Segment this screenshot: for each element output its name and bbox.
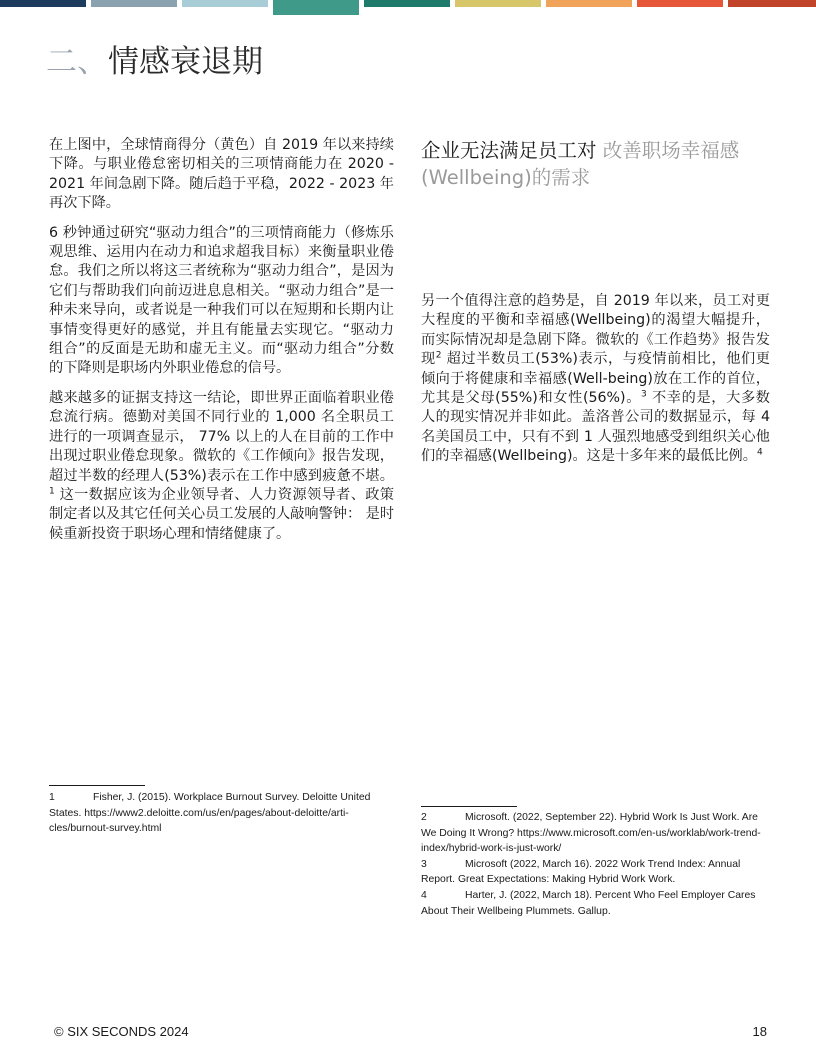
- color-bar-segment: [182, 0, 268, 7]
- subheading-tail: (Wellbeing)的需求: [421, 166, 591, 189]
- paragraph-text: 不幸的是，大多数人的现实情况并非如此。盖洛普公司的数据显示，每 4 名美国员工中，只有不到 1 人强烈地感受到组织关心他们的幸福感(Wellbeing)。这是十多年来的最低比例。: [421, 390, 770, 465]
- paragraph: 6 秒钟通过研究“驱动力组合”的三项情商能力（修炼乐观思维、运用内在动力和追求超我目标）来衡量职业倦怠。我们之所以将这三者统称为“驱动力组合”，是因为它们与帮助我们向前迈进息息相关。“驱动力组合”是一种未来导向，或者说是一种我们可以在短期和长期内让事情变得更好的感觉，并且有能量去实现它。“驱动力组合”的反面是无助和虚无主义。而“驱动力组合”分数的下降则是职场内外职业倦怠的信号。: [49, 224, 394, 377]
- paragraph-text: 越来越多的证据支持这一结论，即世界正面临着职业倦怠流行病。德勤对美国不同行业的 1,000 名全职员工进行的一项调查显示， 77% 以上的人在目前的工作中出现过职业倦怠现象。微软的《工作倾向》报告发现，超过半数的经理人(53%)表示在工作中感到疲惫不堪。: [49, 389, 394, 484]
- paragraph: [49, 389, 394, 544]
- page-number: 18: [752, 1024, 767, 1039]
- subheading: [421, 137, 781, 191]
- footnote-number: 1: [49, 792, 55, 803]
- footnote-number: 4: [421, 889, 427, 901]
- paragraph: [421, 292, 770, 467]
- color-bar-segment: [364, 0, 450, 7]
- footnote: [49, 790, 394, 837]
- footnote-text: Harter, J. (2022, March 18). Percent Who Feel Employer Cares About Their Wellbeing Plummets. Gallup.: [421, 889, 756, 917]
- footnote: [421, 857, 770, 888]
- footnotes-left: [49, 790, 394, 837]
- footnote: [421, 888, 770, 919]
- footnote-ref: 3: [641, 389, 647, 400]
- footnote-ref: 4: [756, 447, 763, 458]
- color-bar-segment: [91, 0, 177, 7]
- section-heading: [46, 42, 263, 82]
- footnote-number: 3: [421, 858, 427, 870]
- color-bar-segment: [637, 0, 723, 7]
- footnotes-right: [421, 810, 770, 919]
- subheading-dark: 企业无法满足员工对: [421, 139, 597, 162]
- paragraph: 在上图中，全球情商得分（黄色）自 2019 年以来持续下降。与职业倦怠密切相关的三项情商能力在 2020 - 2021 年间急剧下降。随后趋于平稳，2022 - 2023 年再次下降。: [49, 137, 394, 212]
- footnote-text: Fisher, J. (2015). Workplace Burnout Survey. Deloitte United States. https://www2.deloitte.com/us/en/pages/about-deloitte/arti-cles/burnout-survey.html: [49, 792, 371, 835]
- color-bar-segment: [546, 0, 632, 7]
- left-column: [49, 136, 394, 554]
- section-title: 情感衰退期: [108, 44, 263, 80]
- footnote-rule: [421, 806, 517, 807]
- footnote-rule: [49, 785, 145, 786]
- color-bar-segment: [455, 0, 541, 7]
- top-color-bar: [0, 0, 816, 18]
- copyright: © SIX SECONDS 2024: [54, 1024, 189, 1039]
- footnote-ref: 2: [435, 350, 442, 361]
- color-bar-segment: [728, 0, 816, 7]
- right-column: [421, 292, 770, 477]
- subheading-grey: 改善职场幸福感: [602, 139, 740, 162]
- color-bar-segment: [273, 0, 359, 15]
- paragraph-text: 另一个值得注意的趋势是，自 2019 年以来，员工对更大程度的平衡和幸福感(Wellbeing)的渴望大幅提升，而实际情况却是急剧下降。微软的《工作趋势》报告发现: [421, 293, 770, 368]
- color-bar-segment: [0, 0, 86, 7]
- paragraph-text: 超过半数员工(53%)表示，与疫情前相比，他们更倾向于将健康和幸福感(Well-being)放在工作的首位，尤其是父母(55%)和女性(56%)。: [421, 351, 770, 407]
- paragraph-text: 这一数据应该为企业领导者、人力资源领导者、政策制定者以及其它任何关心员工发展的人敲响警钟： 是时候重新投资于职场心理和情绪健康了。: [49, 486, 395, 542]
- footnote-number: 2: [421, 812, 427, 823]
- footnote-text: Microsoft. (2022, September 22). Hybrid Work Is Just Work. Are We Doing It Wrong? https://www.microsoft.com/en-us/worklab/work-trend-index/hybrid-work-is-just-work/: [421, 812, 761, 855]
- section-number: 二、: [46, 44, 108, 80]
- footnote-ref: 1: [49, 486, 55, 497]
- footnote-text: Microsoft (2022, March 16). 2022 Work Trend Index: Annual Report. Great Expectations: Making Hybrid Work Work.: [421, 858, 741, 886]
- footnote: [421, 810, 770, 857]
